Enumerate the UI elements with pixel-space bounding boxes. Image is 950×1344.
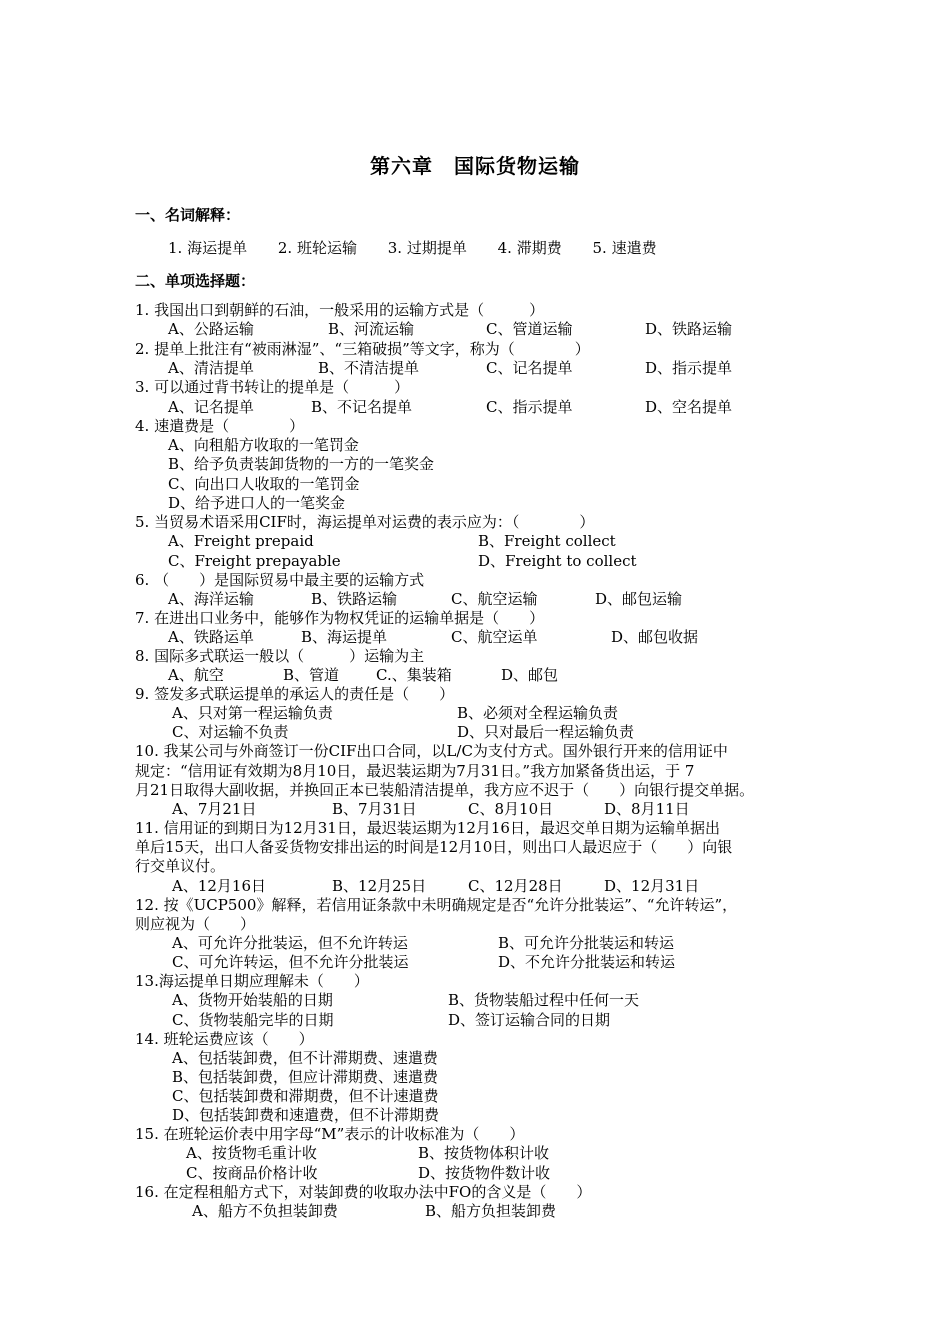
option-d: D、按货物件数计收 [418, 1164, 551, 1182]
option-d: D、邮包运输 [595, 590, 683, 608]
option-b: B、货物装船过程中任何一天 [448, 991, 640, 1009]
option-a: A、海洋运输 [168, 590, 254, 608]
option-b: B、铁路运输 [311, 590, 398, 608]
option-c: C、管道运输 [486, 320, 573, 338]
term-list [168, 237, 657, 258]
option-b: B、不清洁提单 [318, 359, 420, 377]
question-16: 16. 在定程租船方式下，对装卸费的收取办法中FO的含义是（ ） [135, 1183, 592, 1201]
question-15: 15. 在班轮运价表中用字母“M”表示的计收标准为（ ） [135, 1125, 525, 1143]
question-5: 5. 当贸易术语采用CIF时，海运提单对运费的表示应为：（ ） [135, 513, 595, 531]
question-12-line2: 则应视为（ ） [135, 915, 256, 933]
option-c: C、指示提单 [486, 398, 573, 416]
option-d: D、铁路运输 [645, 320, 733, 338]
option-b: B、包括装卸费，但应计滞期费、速遣费 [172, 1068, 439, 1086]
term-item: 5. 速遣费 [592, 239, 657, 257]
option-c: C、Freight prepayable [168, 552, 341, 570]
question-11-line1: 11. 信用证的到期日为12月31日，最迟装运期为12月16日，最迟交单日期为运输单据出 [135, 819, 720, 837]
question-2: 2. 提单上批注有“被雨淋湿”、“三箱破损”等文字，称为（ ） [135, 340, 590, 358]
term-item: 4. 滞期费 [497, 239, 562, 257]
option-c: C、8月10日 [468, 800, 554, 818]
question-8: 8. 国际多式联运一般以（ ）运输为主 [135, 647, 425, 665]
option-a: A、只对第一程运输负责 [172, 704, 333, 722]
question-1: 1. 我国出口到朝鲜的石油，一般采用的运输方式是（ ） [135, 301, 545, 319]
option-c: C、可允许转运，但不允许分批装运 [172, 953, 409, 971]
option-d: D、不允许分批装运和转运 [498, 953, 676, 971]
question-14: 14. 班轮运费应该（ ） [135, 1030, 314, 1048]
option-a: A、清洁提单 [168, 359, 254, 377]
option-b: B、给予负责装卸货物的一方的一笔奖金 [168, 455, 435, 473]
question-7: 7. 在进出口业务中，能够作为物权凭证的运输单据是（ ） [135, 609, 545, 627]
term-item: 2. 班轮运输 [277, 239, 357, 257]
option-d: D、8月11日 [604, 800, 690, 818]
option-c: C.、集装箱 [376, 666, 452, 684]
option-b: B、必须对全程运输负责 [457, 704, 619, 722]
option-d: D、空名提单 [645, 398, 733, 416]
option-b: B、船方负担装卸费 [425, 1202, 557, 1220]
option-a: A、按货物毛重计收 [186, 1144, 317, 1162]
option-b: B、7月31日 [332, 800, 417, 818]
option-b: B、河流运输 [328, 320, 415, 338]
option-a: A、包括装卸费，但不计滞期费、速遣费 [172, 1049, 438, 1067]
option-d: D、给予进口人的一笔奖金 [168, 494, 346, 512]
option-d: D、包括装卸费和速遣费，但不计滞期费 [172, 1106, 440, 1124]
option-b: B、海运提单 [301, 628, 388, 646]
option-a: A、航空 [168, 666, 224, 684]
question-10-line3: 月21日取得大副收据，并换回正本已装船清洁提单，我方应不迟于（ ）向银行提交单据。 [135, 781, 755, 799]
question-3: 3. 可以通过背书转让的提单是（ ） [135, 378, 410, 396]
option-c: C、货物装船完毕的日期 [172, 1011, 334, 1029]
option-a: A、铁路运单 [168, 628, 254, 646]
option-b: B、按货物体积计收 [418, 1144, 550, 1162]
section-heading-choice: 二、单项选择题： [135, 272, 256, 290]
question-11-line2: 单后15天，出口人备妥货物安排出运的时间是12月10日，则出口人最迟应于（ ）向银 [135, 838, 733, 856]
question-10-line1: 10. 我某公司与外商签订一份CIF出口合同，以L/C为支付方式。国外银行开来的信用证中 [135, 742, 728, 760]
question-13: 13.海运提单日期应理解未（ ） [135, 972, 369, 990]
option-d: D、只对最后一程运输负责 [457, 723, 635, 741]
option-d: D、12月31日 [604, 877, 700, 895]
option-a: A、12月16日 [172, 877, 267, 895]
question-10-line2: 规定：“信用证有效期为8月10日，最迟装运期为7月31日。”我方加紧备货出运，于 7 [135, 762, 695, 780]
option-c: C、按商品价格计收 [186, 1164, 318, 1182]
question-6: 6. （ ）是国际贸易中最主要的运输方式 [135, 571, 425, 589]
term-item: 1. 海运提单 [168, 239, 248, 257]
term-item: 3. 过期提单 [387, 239, 467, 257]
option-b: B、管道 [283, 666, 340, 684]
option-c: C、航空运输 [451, 590, 538, 608]
option-c: C、向出口人收取的一笔罚金 [168, 475, 360, 493]
option-a: A、船方不负担装卸费 [192, 1202, 338, 1220]
chapter-title: 第六章 国际货物运输 [370, 154, 580, 178]
option-c: C、包括装卸费和滞期费，但不计速遣费 [172, 1087, 439, 1105]
option-d: D、Freight to collect [478, 552, 637, 570]
question-12-line1: 12. 按《UCP500》解释，若信用证条款中未明确规定是否“允许分批装运”、“允许转运”， [135, 896, 738, 914]
option-a: A、向租船方收取的一笔罚金 [168, 436, 359, 454]
option-b: B、12月25日 [332, 877, 427, 895]
option-a: A、7月21日 [172, 800, 257, 818]
option-a: A、Freight prepaid [168, 532, 314, 550]
option-c: C、航空运单 [451, 628, 538, 646]
option-d: D、签订运输合同的日期 [448, 1011, 611, 1029]
option-d: D、邮包 [501, 666, 559, 684]
option-a: A、记名提单 [168, 398, 254, 416]
option-d: D、指示提单 [645, 359, 733, 377]
option-a: A、货物开始装船的日期 [172, 991, 333, 1009]
option-b: B、Freight collect [478, 532, 616, 550]
section-heading-terms: 一、名词解释： [135, 206, 241, 224]
question-11-line3: 行交单议付。 [135, 857, 226, 875]
question-9: 9. 签发多式联运提单的承运人的责任是（ ） [135, 685, 455, 703]
option-a: A、公路运输 [168, 320, 254, 338]
question-4: 4. 速遣费是（ ） [135, 417, 305, 435]
option-c: C、记名提单 [486, 359, 573, 377]
option-d: D、邮包收据 [611, 628, 699, 646]
option-b: B、不记名提单 [311, 398, 413, 416]
option-a: A、可允许分批装运，但不允许转运 [172, 934, 408, 952]
option-b: B、可允许分批装运和转运 [498, 934, 675, 952]
option-c: C、对运输不负责 [172, 723, 289, 741]
option-c: C、12月28日 [468, 877, 563, 895]
